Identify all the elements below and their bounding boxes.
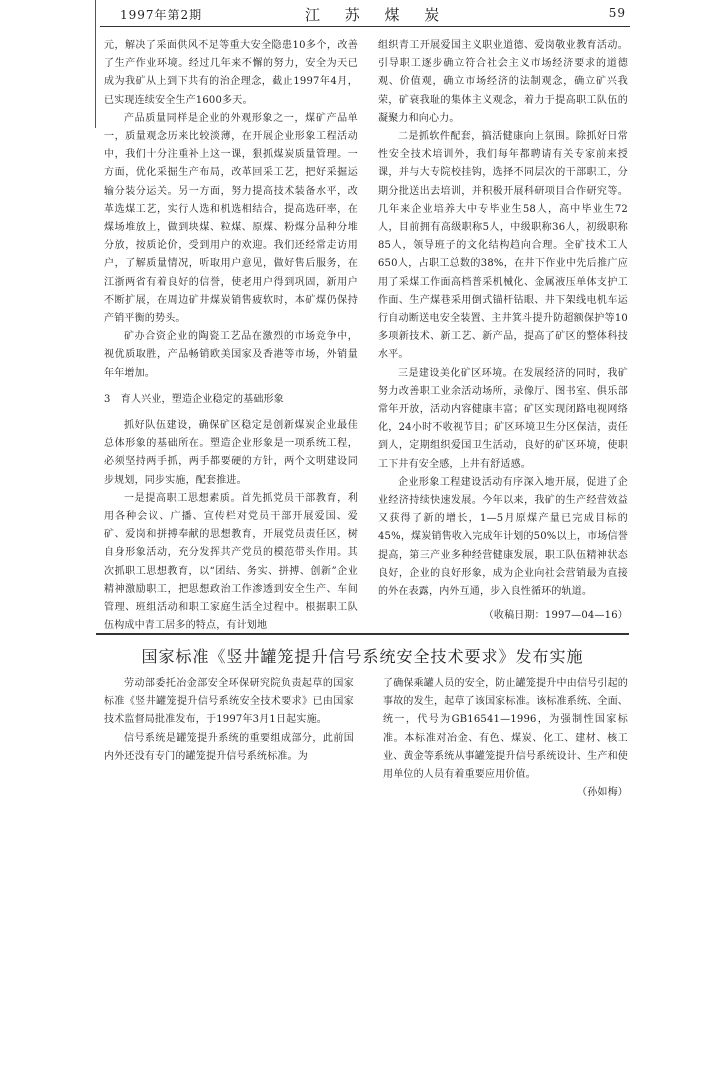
paragraph: 二是抓软件配套，搞活健康向上氛围。除抓好日常性安全技术培训外，我们每年都聘请有关专家前来授课，并与大专院校挂钩，选择不同层次的干部职工，分期分批送出去培训，并积极开展科研项目合作研究等。几年来企业培养大中专毕业生58人，高中毕业生72人，目前拥有高级职称5人，中级职称36人，初级职称85人，领导班子的文化结构趋向合理。全矿技术工人650人，占职工总数的38%，在井下作业中先后推广应用了采煤工作面高档普采机械化、金属液压单体支护工作面、生产煤巷采用倒式锚杆钻眼、井下架线电机车运行自动断送电安全装置、主井箕斗提升防超额保护等10多项新技术、新工艺、新产品，提高了矿区的整体科技水平。 [378,131,628,361]
article-column-left [104,675,354,766]
paragraph: 元，解决了采面供风不足等重大安全隐患10多个，改善了生产作业环境。经过几年来不懈的努力，安全为天已成为我矿从上到下共有的治企理念，截止1997年4月，已实现连续安全生产1600多天。 [104,40,358,106]
page-header [100,4,630,26]
paragraph: 一是提高职工思想素质。首先抓党员干部教育，利用各种会议、广播、宣传栏对党员干部开展爱国、爱矿、爱岗和拼搏奉献的思想教育，开展党员责任区，树自身形象活动，充分发挥共产党员的模范带头作用。其次抓职工思想教育，以“团结、务实、拼搏、创新”企业精神激励职工，把思想政治工作渗透到安全生产、车间管理、班组活动和职工家庭生活全过程中。根据职工队伍构成中青工居多的特点，有计划地 [104,492,358,632]
paragraph: 信号系统是罐笼提升系统的重要组成部分，此前国内外还没有专门的罐笼提升信号系统标准。为 [104,732,354,762]
article-divider [96,633,629,635]
paragraph: 劳动部委托冶金部安全环保研究院负责起草的国家标准《竖井罐笼提升信号系统安全技术要求》已由国家技术监督局批准发布，于1997年3月1日起实施。 [104,678,354,726]
author-name: （孙如梅） [577,787,628,799]
margin-rule [95,0,96,128]
paragraph: 三是建设美化矿区环境。在发展经济的同时，我矿努力改善职工业余活动场所，录像厅、图书室、俱乐部常年开放，活动内容健康丰富；矿区实现闭路电视网络化，24小时不收视节目；矿区环境卫生分区保洁，责任到人，定期组织爱国卫生活动，良好的矿区环境，使职工下井有安全感，上井有舒适感。 [378,367,628,470]
paragraph: 矿办合资企业的陶瓷工艺品在激烈的市场竞争中，视优质取胜，产品畅销欧美国家及香港等市场，外销量年年增加。 [104,331,358,379]
header-rule [100,26,630,27]
journal-name: 江 苏 煤 炭 [305,6,450,24]
paragraph: 了确保乘罐人员的安全，防止罐笼提升中由信号引起的事故的发生，起草了该国家标准。该标准系统、全面、统一，代号为GB16541—1996，为强制性国家标准。本标准对冶金、有色、煤炭、化工、建材、核工业、黄金等系统从事罐笼提升信号系统设计、生产和使用单位的人员有着重要应用价值。 [383,678,628,781]
page-number: 59 [608,6,626,20]
article-column-right [383,675,628,802]
received-date: （收稿日期：1997—04—16） [483,610,628,622]
paragraph: 企业形象工程建设活动有序深入地开展，促进了企业经济持续快速发展。今年以来，我矿的生产经营效益又获得了新的增长，1—5月原煤产量已完成目标的45%，煤炭销售收入完成年计划的50%以上，市场信誉提高，第三产业多种经营健康发展，职工队伍精神状态良好，企业的良好形象，成为企业向社会营销最为直接的外在表露，内外互通，步入良性循环的轨道。 [378,476,628,598]
column-right [378,37,628,626]
paragraph: 产品质量同样是企业的外观形象之一，煤矿产品单一，质量观念历来比较淡薄，在开展企业形象工程活动中，我们十分注重补上这一课，狠抓煤炭质量管理。一方面，优化采掘生产布局，改革回采工艺，把好采掘运输分装分运关。另一方面，努力提高技术装备水平，改革选煤工艺，实行人选和机选相结合，提高选矸率，在煤场堆放上，做到块煤、粒煤、原煤、粉煤分品种分堆分放，按质论价，受到用户的欢迎。我们还经常走访用户，了解质量情况，听取用户意见，做好售后服务，在江浙两省有着良好的信誉，使老用户得到巩固，新用户不断扩展，在周边矿井煤炭销售疲软时，本矿煤仍保持产销平衡的势头。 [104,112,358,325]
paragraph: 组织青工开展爱国主义职业道德、爱岗敬业教育活动。引导职工逐步确立符合社会主义市场经济要求的道德观、价值观，确立市场经济的法制观念，确立矿兴我荣，矿衰我耻的集体主义观念，着力于提高职工队伍的凝聚力和向心力。 [378,40,628,124]
section-heading: 3 育人兴业，塑造企业稳定的基础形象 [104,393,284,405]
article-title: 国家标准《竖井罐笼提升信号系统安全技术要求》发布实施 [141,647,584,666]
paragraph: 抓好队伍建设，确保矿区稳定是创新煤炭企业最佳总体形象的基础所在。塑造企业形象是一项系统工程，必须坚持两手抓，两手都要硬的方针，两个文明建设同步规划，同步实施，配套推进。 [104,420,358,486]
issue-label: 1997年第2期 [120,8,203,22]
column-left [104,37,358,636]
